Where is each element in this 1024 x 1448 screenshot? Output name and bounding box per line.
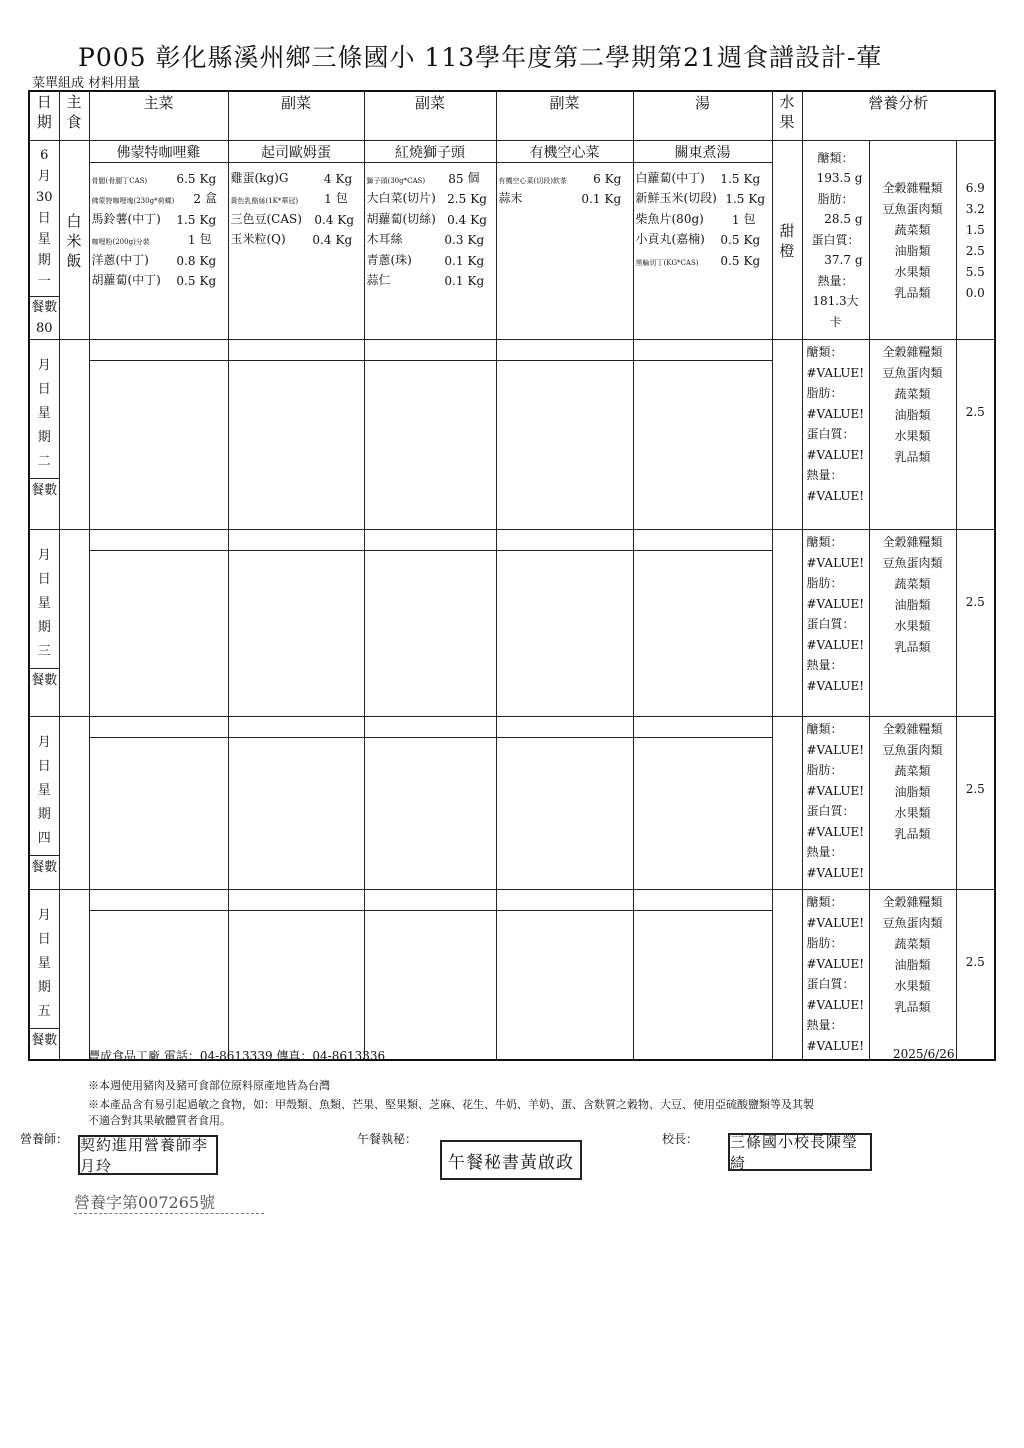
empty-cell: [633, 717, 772, 890]
empty-cell: [496, 717, 633, 890]
ingredient-qty: 2.5: [447, 192, 467, 207]
day1-soup-ingredients: [633, 163, 772, 340]
empty-cell: [89, 530, 228, 717]
day1-side1-dish: 起司歐姆蛋: [228, 141, 364, 163]
ingredient-unit: 包: [743, 211, 756, 226]
ingredient-qty: 1: [324, 192, 332, 207]
page-subtitle: 菜單組成 材料用量: [32, 76, 141, 91]
day-date: 月 日 星 期 三 餐數: [29, 530, 59, 717]
ingredient-qty: 0.4: [314, 212, 334, 227]
day-row: [29, 717, 995, 890]
ingredient-row: [231, 165, 362, 186]
ingredient-name: 咖哩粉(200g)分裝: [91, 238, 150, 247]
ingredient-unit: 包: [199, 232, 212, 247]
ingredient-unit: Kg: [199, 171, 217, 186]
day1-side1-ingredients: [228, 163, 364, 340]
col-nutrition-header: 營養分析: [802, 91, 995, 141]
ingredient-unit: Kg: [335, 233, 353, 248]
ingredient-name: 洋蔥(中丁): [91, 252, 149, 267]
pork-origin-note: ※本週使用豬肉及豬可食部位原料原產地皆為台灣: [88, 1079, 330, 1092]
day1-groups: 全穀雜糧類 豆魚蛋肉類 蔬菜類 油脂類 水果類 乳品類: [869, 141, 956, 340]
food-groups: 全穀雜糧類 豆魚蛋肉類 蔬菜類 油脂類 水果類 乳品類: [869, 340, 956, 530]
empty-cell: [89, 340, 228, 530]
ingredient-unit: Kg: [467, 253, 485, 268]
col-date-header: 日 期: [29, 91, 59, 141]
day-date: 月 日 星 期 五 餐數: [29, 890, 59, 1060]
ingredient-row: [636, 247, 770, 268]
ingredient-name: 黑輪切丁(KG*CAS): [635, 258, 699, 267]
principal-label: 校長：: [662, 1132, 699, 1146]
meals-label: 餐數: [31, 1033, 58, 1048]
empty-cell: [496, 340, 633, 530]
ingredient-qty: 0.5: [720, 253, 740, 268]
menu-table: [28, 90, 996, 1061]
food-groups: 全穀雜糧類 豆魚蛋肉類 蔬菜類 油脂類 水果類 乳品類: [869, 890, 956, 1060]
principal-stamp: 三條國小校長陳瑩綺: [728, 1133, 872, 1171]
ingredient-name: 佛蒙特咖哩塊(230g*荷蝶): [91, 197, 175, 206]
empty-cell: [59, 530, 89, 717]
ingredient-row: [499, 186, 631, 207]
meals-label: 餐數: [31, 860, 58, 875]
ingredient-name: 柴魚片(80g): [635, 211, 704, 226]
ingredient-qty: 0.1: [444, 253, 464, 268]
day1-group-values: 6.9 3.2 1.5 2.5 5.5 0.0: [956, 141, 995, 340]
ingredient-name: 蒜末: [498, 191, 523, 206]
ingredient-name: 大白菜(切片): [366, 191, 436, 206]
ingredient-qty: 1: [731, 212, 740, 227]
ingredient-row: [92, 206, 226, 227]
ingredient-row: [636, 186, 770, 207]
ingredient-row: [92, 165, 226, 186]
ingredient-qty: 0.1: [444, 274, 464, 289]
col-side2-header: 副菜: [364, 91, 496, 141]
ingredient-unit: Kg: [337, 212, 355, 227]
ingredient-unit: Kg: [604, 171, 622, 186]
col-soup-header: 湯: [633, 91, 772, 141]
day-date: 月 日 星 期 四 餐數: [29, 717, 59, 890]
ingredient-row: [231, 186, 362, 207]
ingredient-unit: Kg: [470, 212, 487, 227]
food-groups: 全穀雜糧類 豆魚蛋肉類 蔬菜類 油脂類 水果類 乳品類: [869, 717, 956, 890]
meals-label: 餐數: [31, 673, 58, 688]
ingredient-unit: Kg: [470, 192, 487, 207]
ingredient-unit: Kg: [467, 274, 485, 289]
ingredient-row: [367, 165, 494, 186]
ingredient-row: [499, 165, 631, 186]
ingredient-qty: 6.5: [176, 171, 196, 186]
ingredient-unit: 個: [467, 170, 480, 185]
empty-cell: [89, 717, 228, 890]
print-date: 2025/6/26: [893, 1047, 955, 1061]
day1-fruit: 甜 橙: [772, 141, 802, 340]
day1-side2-ingredients: [364, 163, 496, 340]
ingredient-unit: Kg: [467, 233, 485, 248]
col-main-header: 主菜: [89, 91, 228, 141]
empty-cell: [633, 340, 772, 530]
empty-cell: [772, 530, 802, 717]
ingredient-name: 蒜仁: [366, 273, 391, 288]
col-fruit-header: 水 果: [772, 91, 802, 141]
day1-main-ingredients: [89, 163, 228, 340]
ingredient-row: [231, 206, 362, 227]
empty-cell: [496, 530, 633, 717]
ingredient-unit: Kg: [743, 253, 761, 268]
empty-cell: [496, 890, 633, 1060]
ingredient-name: 木耳絲: [366, 232, 403, 247]
ingredient-qty: 0.4: [447, 212, 467, 227]
meals-label: 餐數: [31, 483, 58, 498]
ingredient-row: [636, 206, 770, 227]
oil-group-value: 2.5: [956, 890, 995, 1060]
day1-side3-ingredients: [496, 163, 633, 340]
ingredient-row: [92, 227, 226, 248]
ingredient-name: 骨腿(骨腿丁CAS): [91, 176, 148, 185]
ingredient-qty: 0.4: [312, 233, 332, 248]
empty-cell: [364, 530, 496, 717]
page-title: P005 彰化縣溪州鄉三條國小 113學年度第二學期第21週食譜設計-葷: [78, 43, 883, 72]
ingredient-name: 馬鈴薯(中丁): [91, 211, 161, 226]
ingredient-unit: Kg: [743, 233, 761, 248]
empty-cell: [364, 340, 496, 530]
day1-nutrition: 醣類： 193.5 g 脂肪： 28.5 g 蛋白質： 37.7 g 熱量： 181.3大卡: [802, 141, 869, 340]
ingredient-qty: 1: [187, 233, 196, 248]
ingredient-row: [367, 206, 494, 227]
ingredient-row: [367, 186, 494, 207]
ingredient-qty: 6: [593, 171, 601, 186]
ingredient-qty: 0.3: [444, 233, 464, 248]
ingredient-qty: 0.1: [581, 192, 601, 207]
day-row: [29, 340, 995, 530]
day1-soup-dish: 關東煮湯: [633, 141, 772, 163]
ingredient-name: 黃色乳酪絲(1K*華冠): [230, 197, 299, 206]
empty-cell: [228, 340, 364, 530]
allergen-note-cont: 不適合對其果敏體質者食用。: [88, 1114, 231, 1127]
day1-side3-dish: 有機空心菜: [496, 141, 633, 163]
nutrition-values: 醣類： #VALUE! 脂肪： #VALUE! 蛋白質： #VALUE! 熱量： #VALUE!: [802, 890, 869, 1060]
ingredient-row: [636, 165, 770, 186]
col-side3-header: 副菜: [496, 91, 633, 141]
ingredient-qty: 0.8: [176, 253, 196, 268]
ingredient-row: [367, 247, 494, 268]
col-side1-header: 副菜: [228, 91, 364, 141]
day1-main-dish: 佛蒙特咖哩雞: [89, 141, 228, 163]
empty-cell: [59, 717, 89, 890]
nutrition-values: 醣類： #VALUE! 脂肪： #VALUE! 蛋白質： #VALUE! 熱量： #VALUE!: [802, 340, 869, 530]
day1-side2-dish: 紅燒獅子頭: [364, 141, 496, 163]
day1-meals: 餐數 80: [30, 296, 59, 339]
empty-cell: [633, 890, 772, 1060]
ingredient-row: [231, 227, 362, 248]
ingredient-qty: 1.5: [176, 212, 196, 227]
ingredient-unit: Kg: [199, 274, 217, 289]
nutrition-values: 醣類： #VALUE! 脂肪： #VALUE! 蛋白質： #VALUE! 熱量： #VALUE!: [802, 530, 869, 717]
ingredient-name: 雞蛋(kg)G: [230, 170, 289, 185]
ingredient-name: 有機空心菜(切段)飲茶: [498, 176, 567, 185]
oil-group-value: 2.5: [956, 340, 995, 530]
food-groups: 全穀雜糧類 豆魚蛋肉類 蔬菜類 油脂類 水果類 乳品類: [869, 530, 956, 717]
empty-cell: [633, 530, 772, 717]
day1-staple: 白 米 飯: [59, 141, 89, 340]
empty-cell: [59, 890, 89, 1060]
day-row: [29, 530, 995, 717]
ingredient-name: 玉米粒(Q): [230, 232, 286, 247]
ingredient-row: [367, 227, 494, 248]
oil-group-value: 2.5: [956, 530, 995, 717]
ingredient-qty: 4: [323, 171, 332, 186]
allergen-note: ※本產品含有易引起過敏之食物，如：甲殼類、魚類、芒果、堅果類、芝麻、花生、牛奶、羊奶、蛋、含麩質之穀物、大豆、使用亞硫酸鹽類等及其製: [88, 1098, 814, 1111]
secretary-stamp: 午餐秘書黃啟政: [440, 1140, 582, 1180]
ingredient-unit: 包: [335, 191, 348, 206]
ingredient-row: [92, 186, 226, 207]
ingredient-row: [92, 247, 226, 268]
ingredient-unit: Kg: [604, 192, 622, 207]
ingredient-name: 獅子頭(30g*CAS): [366, 176, 426, 185]
day1-date: 6 月 30 日 星 期 一 餐數 80: [29, 141, 59, 340]
day-date: 月 日 星 期 二 餐數: [29, 340, 59, 530]
col-staple-header: 主 食: [59, 91, 89, 141]
company-info: 豐成食品工廠 電話：04-8613339 傳真：04-8613336: [88, 1049, 386, 1063]
ingredient-name: 胡蘿蔔(中丁): [91, 273, 161, 288]
ingredient-row: [92, 268, 226, 289]
ingredient-qty: 1.5: [725, 192, 745, 207]
oil-group-value: 2.5: [956, 717, 995, 890]
secretary-label: 午餐執秘：: [357, 1132, 418, 1146]
nutrition-values: 醣類： #VALUE! 脂肪： #VALUE! 蛋白質： #VALUE! 熱量： #VALUE!: [802, 717, 869, 890]
ingredient-name: 青蔥(珠): [366, 252, 412, 267]
ingredient-unit: Kg: [748, 192, 766, 207]
dietitian-license: 營養字第007265號: [74, 1190, 264, 1214]
empty-cell: [364, 717, 496, 890]
ingredient-unit: 盒: [205, 191, 218, 206]
empty-cell: [772, 717, 802, 890]
ingredient-qty: 0.5: [720, 233, 740, 248]
dietitian-stamp: 契約進用營養師李月玲: [78, 1135, 218, 1175]
ingredient-name: 胡蘿蔔(切絲): [366, 211, 436, 226]
empty-cell: [364, 890, 496, 1060]
empty-cell: [89, 890, 228, 1060]
empty-cell: [228, 890, 364, 1060]
ingredient-name: 三色豆(CAS): [230, 211, 302, 226]
dietitian-label: 營養師：: [20, 1132, 69, 1146]
ingredient-qty: 85: [448, 171, 464, 186]
ingredient-unit: Kg: [199, 212, 217, 227]
ingredient-qty: 1.5: [720, 171, 740, 186]
ingredient-unit: Kg: [335, 171, 353, 186]
ingredient-qty: 0.5: [176, 274, 196, 289]
day-row: [29, 890, 995, 1060]
ingredient-unit: Kg: [199, 253, 217, 268]
ingredient-unit: Kg: [743, 171, 761, 186]
empty-cell: [228, 530, 364, 717]
empty-cell: [772, 340, 802, 530]
ingredient-name: 新鮮玉米(切段): [635, 191, 717, 206]
ingredient-qty: 2: [193, 192, 202, 207]
empty-cell: [59, 340, 89, 530]
ingredient-name: 小貢丸(嘉楠): [635, 232, 705, 247]
ingredient-row: [367, 268, 494, 289]
ingredient-name: 白蘿蔔(中丁): [635, 170, 705, 185]
empty-cell: [772, 890, 802, 1060]
empty-cell: [228, 717, 364, 890]
ingredient-row: [636, 227, 770, 248]
